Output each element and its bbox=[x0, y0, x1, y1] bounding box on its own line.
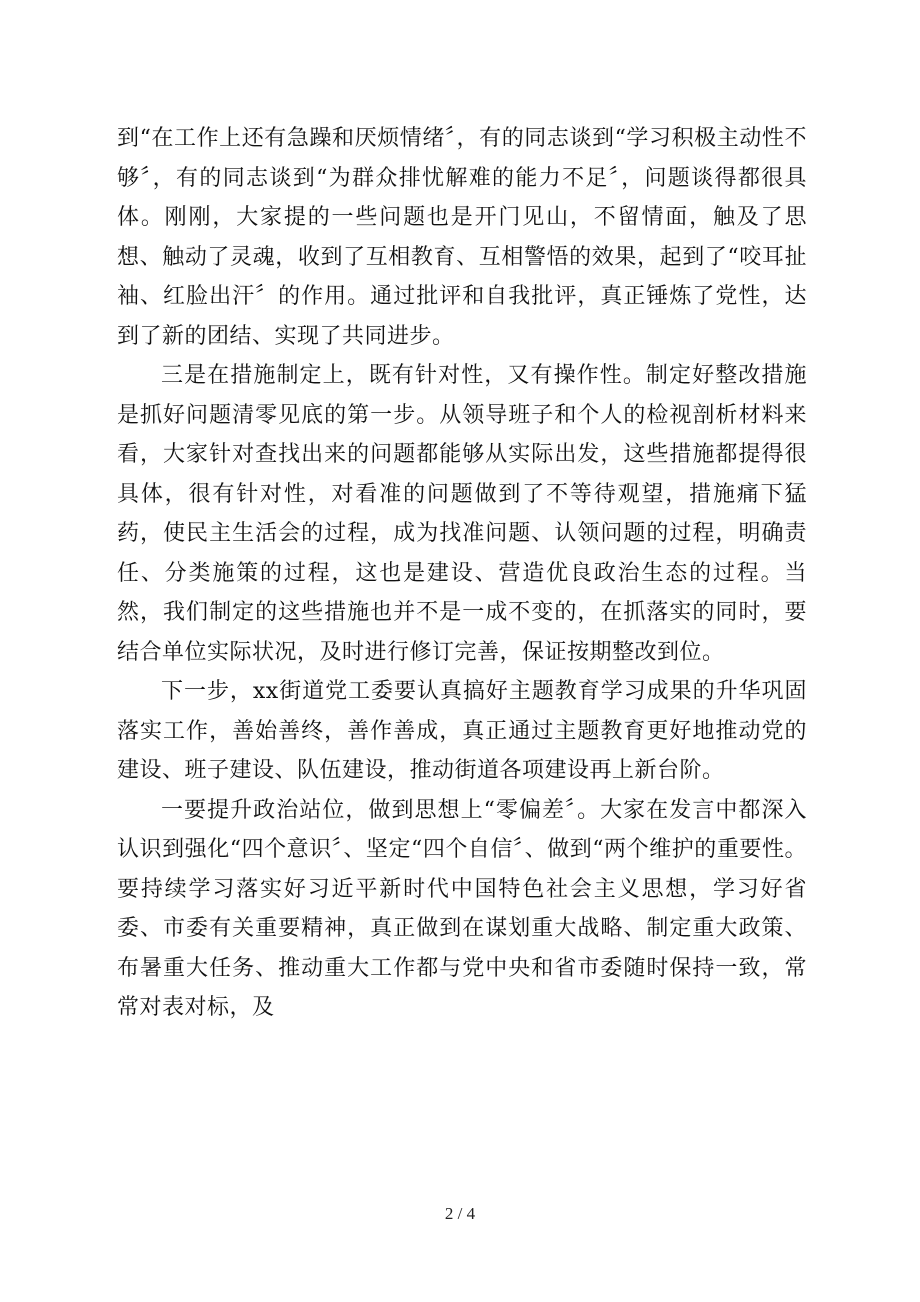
paragraph-continuation: 到“在工作上还有急躁和厌烦情绪〞，有的同志谈到“学习积极主动性不够〞，有的同志谈到“为群众排忧解难的能力不足〞，问题谈得都很具体。刚刚，大家提的一些问题也是开门见山，不留情面，触及了思想、触动了灵魂，收到了互相教育、互相警悟的效果，起到了“咬耳扯袖、红脸出汗〞的作用。通过批评和自我批评，真正锤炼了党性，达到了新的团结、实现了共同进步。 bbox=[117, 126, 807, 349]
paragraph-political-stance: 一要提升政治站位，做到思想上“零偏差〞。大家在发言中都深入认识到强化“四个意识〞、坚定“四个自信〞、做到“两个维护的重要性。要持续学习落实好习近平新时代中国特色社会主义思想，学习好省委、市委有关重要精神，真正做到在谋划重大战略、制定重大政策、布暑重大任务、推动重大工作都与党中央和省市委随时保持一致，常常对表对标，及 bbox=[117, 797, 807, 1020]
paragraph-next-step: 下一步，xx街道党工委要认真搞好主题教育学习成果的升华巩固落实工作，善始善终，善作善成，真正通过主题教育更好地推动党的建设、班子建设、队伍建设，推动街道各项建设再上新台阶。 bbox=[117, 679, 807, 783]
paragraph-measures: 三是在措施制定上，既有针对性，又有操作性。制定好整改措施是抓好问题清零见底的第一步。从领导班子和个人的检视剖析材料来看，大家针对查找出来的问题都能够从实际出发，这些措施都提得很具体，很有针对性，对看准的问题做到了不等待观望，措施痛下猛药，使民主生活会的过程，成为找准问题、认领问题的过程，明确责任、分类施策的过程，这也是建设、营造优良政治生态的过程。当然，我们制定的这些措施也并不是一成不变的，在抓落实的同时，要结合单位实际状况，及时进行修订完善，保证按期整改到位。 bbox=[117, 363, 807, 665]
document-body bbox=[117, 119, 807, 1028]
page-number: 2 / 4 bbox=[444, 1204, 476, 1223]
